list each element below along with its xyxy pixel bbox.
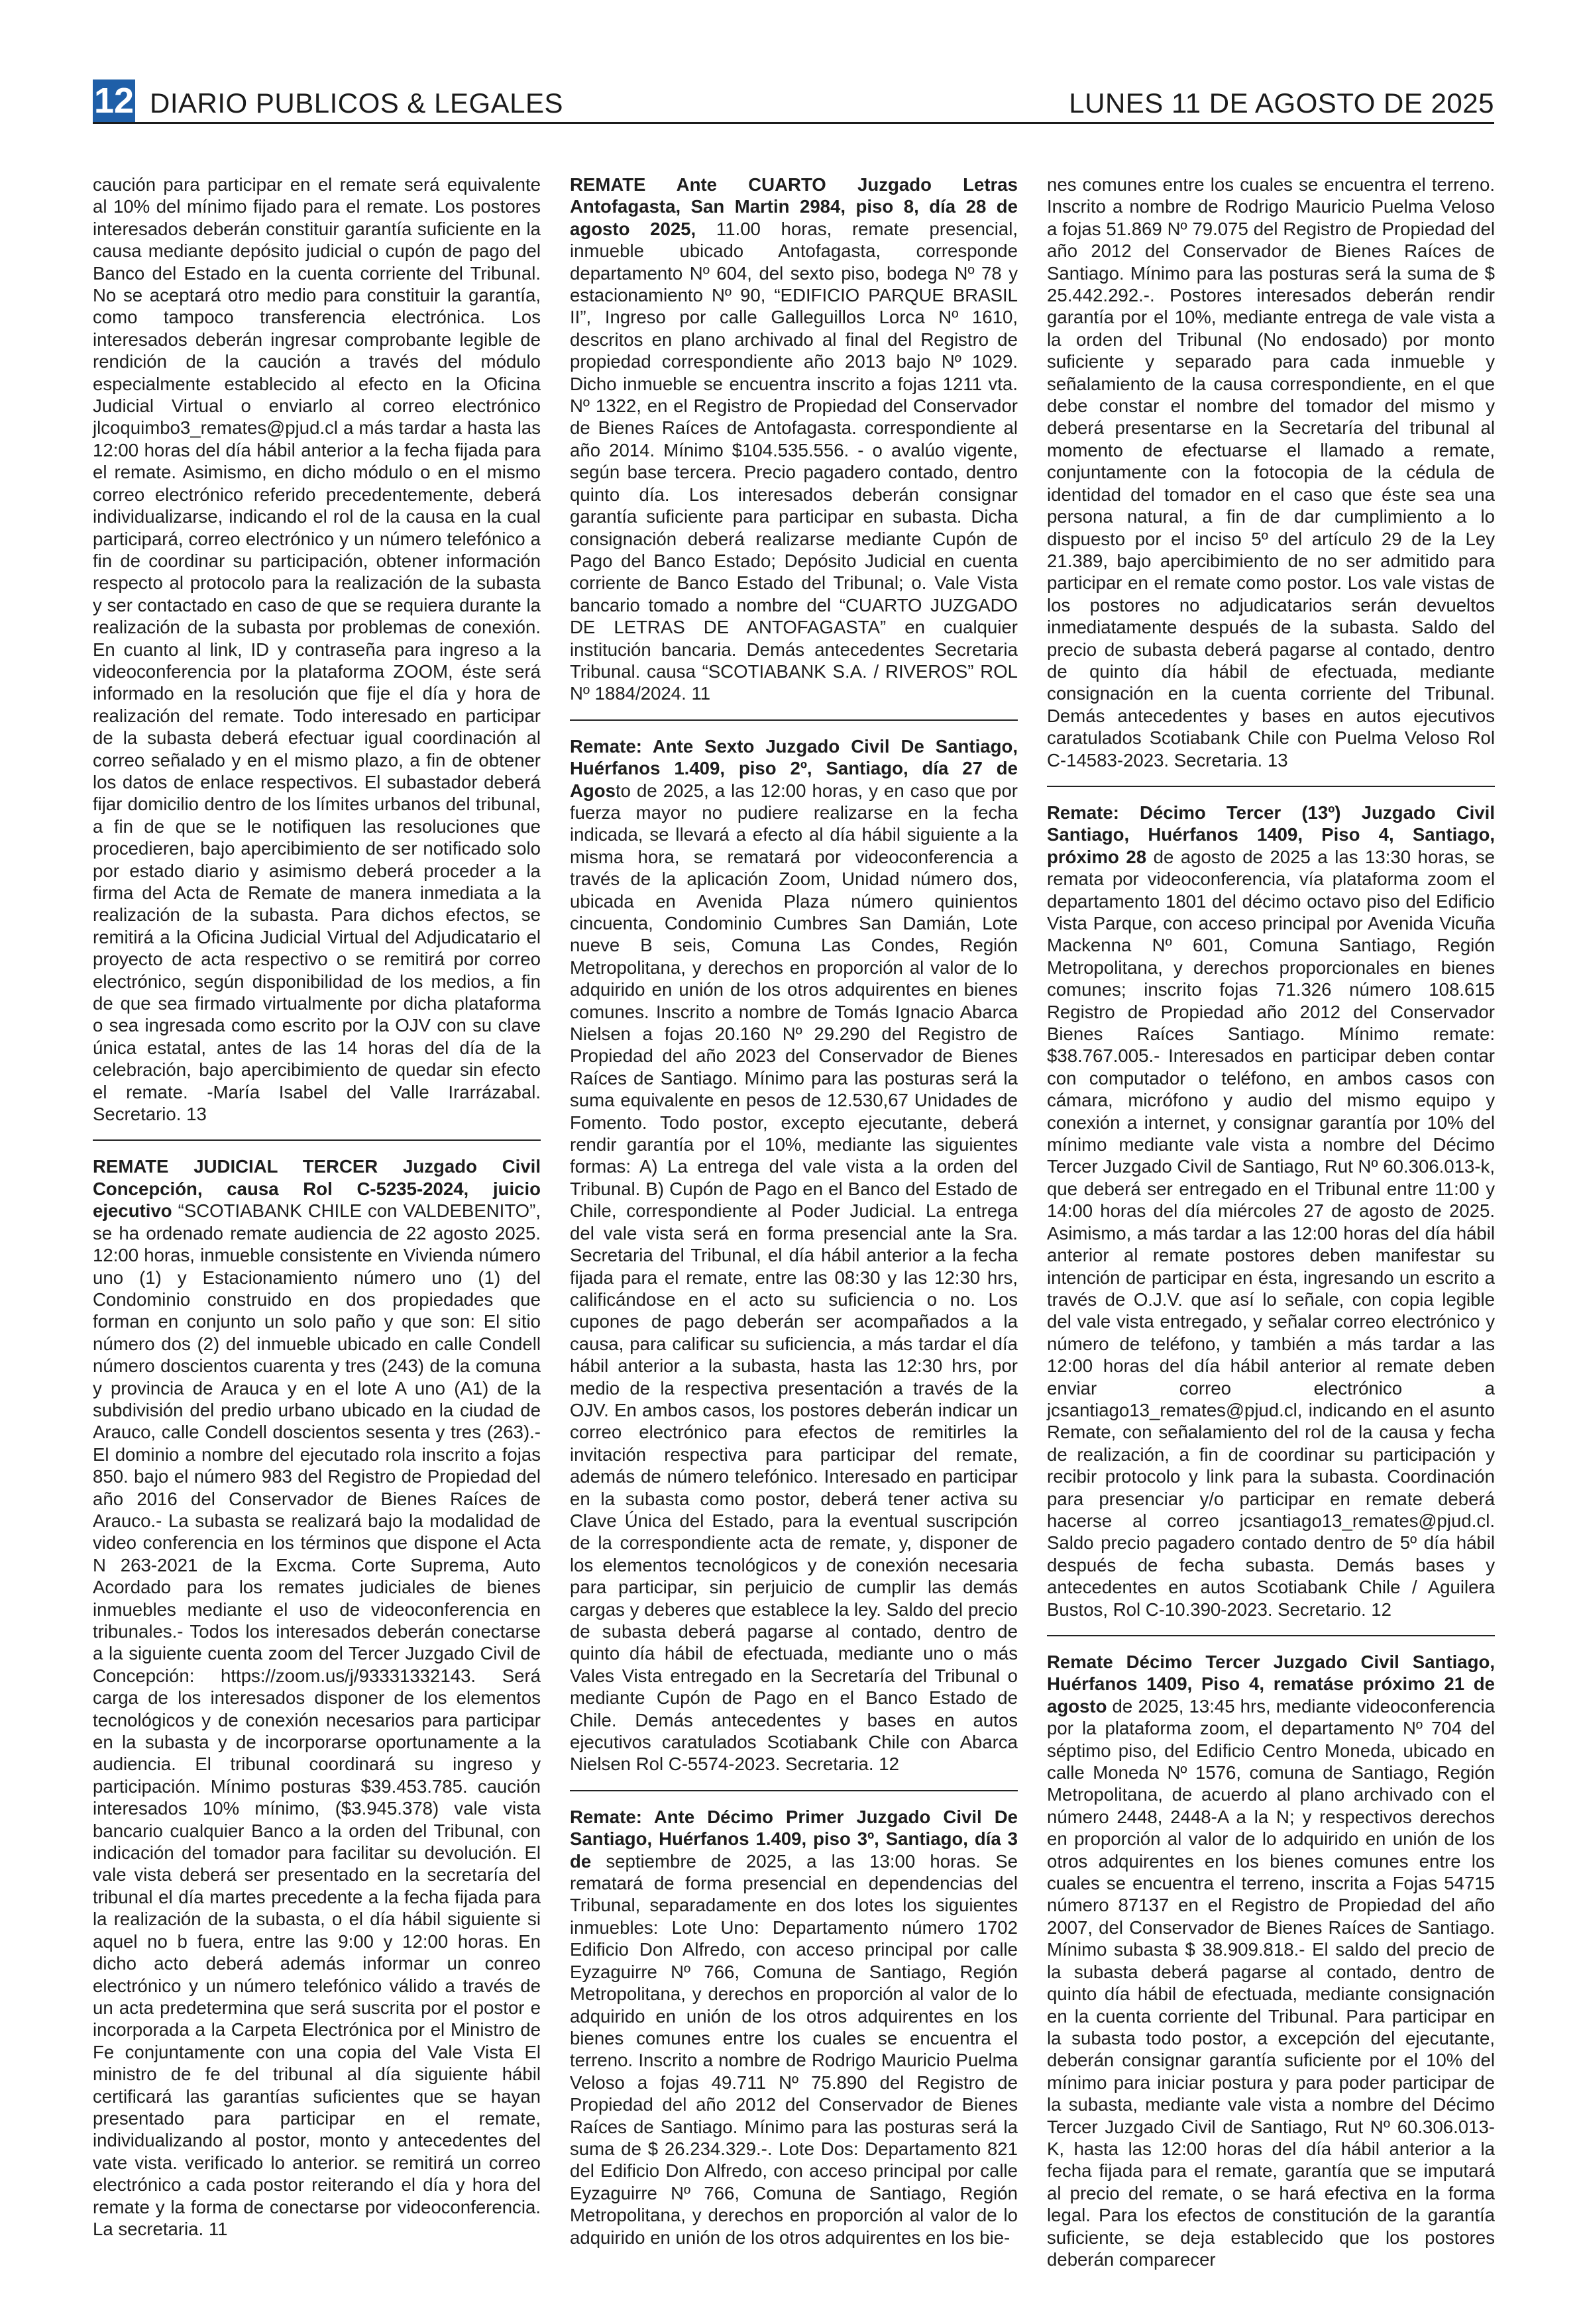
notice-text <box>570 174 1018 705</box>
notice-text <box>93 1155 541 2240</box>
notice-text <box>570 1806 1018 2248</box>
notice-body: nes comunes entre los cuales se encuentra el terreno. Inscrito a nombre de Rodrigo Mauricio Puelma Veloso a fojas 51.869 Nº 79.075 del Registro de Propiedad del año 2012 del Conservador de Bienes Raíces de Santiago. Mínimo para las posturas será la suma de $ 25.442.292.-. Postores interesados deberán rendir garantía por el 10%, mediante entrega de vale vista a la orden del Tribunal (No endosado) por monto suficiente y separado para cada inmueble y señalamiento de la causa correspondiente, en el que debe constar el nombre del tomador del mismo y deberá presentarse en la Secretaría del tribunal al momento de efectuarse el llamado a remate, conjuntamente con la fotocopia de la cédula de identidad del tomador en el caso que éste sea una persona natural, a fin de dar cumplimiento a lo dispuesto por el inciso 5º del artículo 29 de la Ley 21.389, bajo apercibimiento de no ser admitido para participar en el remate como postor. Los vale vistas de los postores no adjudicatarios serán devueltos inmediatamente después de la subasta. Saldo del precio de subasta deberá pagarse al contado, dentro de quinto día hábil de efectuada, mediante consignación en la cuenta corriente del Tribunal. Demás antecedentes y bases en autos ejecutivos caratulados Scotiabank Chile con Puelma Veloso Rol C-14583-2023. Secretaria. 13 <box>1047 174 1495 770</box>
issue-date: LUNES 11 DE AGOSTO DE 2025 <box>1069 87 1494 119</box>
notice-body: septiembre de 2025, a las 13:00 horas. Se rematará de forma presencial en dependencias del Tribunal, separadamente en dos lotes los siguientes inmuebles: Lote Uno: Departamento número 1702 Edificio Don Alfredo, con acceso principal por calle Eyzaguirre Nº 766, Comuna de Santiago, Región Metropolitana, y derechos en proporción al valor de lo adquirido en unión de los otros adquirentes en los bienes comunes entre los cuales se encuentra el terreno. Inscrito a nombre de Rodrigo Mauricio Puelma Veloso a fojas 49.711 Nº 75.890 del Registro de Propiedad del año 2012 del Conservador de Bienes Raíces de Santiago. Mínimo para las posturas será la suma de $ 26.234.329.-. Lote Dos: Departamento 821 del Edificio Don Alfredo, con acceso principal por calle Eyzaguirre Nº 766, Comuna de Santiago, Región Metropolitana, y derechos en proporción al valor de lo adquirido en unión de los otros adquirentes en los bie- <box>570 1850 1018 2248</box>
legal-notice <box>93 1155 541 2254</box>
notice-body: 11.00 horas, remate presencial, inmueble ubicado Antofagasta, corresponde departamento Nº 604, del sexto piso, bodega Nº 78 y estacionamiento Nº 90, “EDIFICIO PARQUE BRASIL II”, Ingreso por calle Galleguillos Lorca Nº 1610, descritos en plano archivado al final del Registro de propiedad correspondiente año 2013 bajo Nº 1029. Dicho inmueble se encuentra inscrito a fojas 1211 vta. Nº 1322, en el Registro de Propiedad del Conservador de Bienes Raíces de Antofagasta. correspondiente al año 2014. Mínimo $104.535.556. - o avalúo vigente, según base tercera. Precio pagadero contado, dentro quinto día. Los interesados deberán consignar garantía suficiente para participar en subasta. Dicha consignación deberá realizarse mediante Cupón de Pago del Banco Estado; Depósito Judicial en cuenta corriente de Banco Estado del Tribunal; o. Vale Vista bancario tomado a nombre del “CUARTO JUZGADO DE LETRAS DE ANTOFAGASTA” en cualquier institución bancaria. Demás antecedentes Secretaria Tribunal. causa “SCOTIABANK S.A. / RIVEROS” ROL Nº 1884/2024. 11 <box>570 218 1018 704</box>
masthead <box>93 79 1494 124</box>
column-1 <box>93 174 541 2269</box>
legal-notice <box>570 174 1018 721</box>
notice-heading: Remate: Décimo Tercer (13º) Juzgado Civil Santiago, Huérfanos 1409, Piso 4, Santiago, próximo 28 <box>1047 802 1495 867</box>
notice-body: de agosto de 2025 a las 13:30 horas, se remata por videoconferencia, vía plataforma zoom el departamento 1801 del décimo octavo piso del Edificio Vista Parque, con acceso principal por Avenida Vicuña Mackenna Nº 601, Comuna Santiago, Región Metropolitana, y derechos proporcionales en bienes comunes; inscrito fojas 71.326 número 108.615 Registro de Propiedad año 2012 del Conservador Bienes Raíces Santiago. Mínimo remate: $38.767.005.- Interesados en participar deben contar con computador o teléfono, en ambos casos con cámara, micrófono y audio del mismo equipo y conexión a internet, y consignar garantía por 10% del mínimo mediante vale vista a nombre del Décimo Tercer Juzgado Civil de Santiago, Rut Nº 60.306.013-k, que deberá ser entregado en el Tribunal entre 11:00 y 14:00 horas del día miércoles 27 de agosto de 2025. Asimismo, a más tardar a las 12:00 horas del día hábil anterior al remate postores deben manifestar su intención de participar en ésta, ingresando un escrito a través de O.J.V. que así lo señale, con copia legible del vale vista entregado, y señalar correo electrónico y número de teléfono, y también a más tardar a las 12:00 horas del día hábil anterior al remate deben enviar correo electrónico a jcsantiago13_remates@pjud.cl, indicando en el asunto Remate, con señalamiento del rol de la causa y fecha de realización, a fin de coordinar su participación y recibir protocolo y link para la subasta. Coordinación para presenciar y/o participar en remate deberá hacerse al correo jcsantiago13_remates@pjud.cl. Saldo precio pagadero contado dentro de 5º día hábil después de fecha subasta. Demás bases y antecedentes en autos Scotiabank Chile / Aguilera Bustos, Rol C-10.390-2023. Secretario. 12 <box>1047 846 1495 1620</box>
notice-body: caución para participar en el remate será equivalente al 10% del mínimo fijado para el remate. Los postores interesados deberán constituir garantía suficiente en la causa mediante depósito judicial o cupón de pago del Banco del Estado en la cuenta corriente del Tribunal. No se aceptará otro medio para constituir la garantía, como tampoco transferencia electrónica. Los interesados deberán ingresar comprobante legible de rendición de la caución a través del módulo especialmente establecido al efecto en la Oficina Judicial Virtual o enviarlo al correo electrónico jlcoquimbo3_remates@pjud.cl a más tardar a hasta las 12:00 horas del día hábil anterior a la fecha fijada para el remate. Asimismo, en dicho módulo o en el mismo correo electrónico referido precedentemente, deberá individualizarse, indicando el rol de la causa en la cual participará, correo electrónico y un número telefónico a fin de coordinar su participación, obtener información respecto al protocolo para la realización de la subasta y ser contactado en caso de que se requiera durante la realización de la subasta por problemas de conexión. En cuanto al link, ID y contraseña para ingreso a la videoconferencia por la plataforma ZOOM, éste será informado en la resolución que fije el día y hora de realización del remate. Todo interesado en participar de la subasta deberá efectuar igual coordinación al correo señalado y en el mismo plazo, a fin de obtener los datos de enlace respectivos. El subastador deberá fijar domicilio dentro de los límites urbanos del tribunal, a fin de que se le notifiquen las resoluciones que procedieren, bajo apercibimiento de ser notificado solo por estado diario y asimismo deberá proceder a la firma del Acta de Remate de manera inmediata a la realización de la subasta. Para dichos efectos, se remitirá a la Oficina Judicial Virtual del Adjudicatario el proyecto de acta respectivo o se remitirá por correo electrónico, según disponibilidad de los medios, a fin de que sea firmado virtualmente por dicha plataforma o sea ingresada como escrito por la OJV con su clave única estatal, antes de las 14 horas del día de la celebración, bajo apercibimiento de quedar sin efecto el remate. -María Isabel del Valle Irarrázabal. Secretario. 13 <box>93 174 541 1125</box>
column-3 <box>1047 174 1495 2299</box>
section-title: DIARIO PUBLICOS & LEGALES <box>150 87 564 119</box>
legal-notice <box>1047 174 1495 787</box>
notice-body: de 2025, 13:45 hrs, mediante videoconferencia por la plataforma zoom, el departamento Nº 704 del séptimo piso, del Edificio Centro Moneda, ubicado en calle Moneda Nº 1576, comuna de Santiago, Región Metropolitana, de acuerdo al plano archivado con el número 2448, 2448-A a la N; y respectivos derechos en proporción al valor de lo adquirido en unión de los otros adquirentes en los bienes comunes entre los cuales se encuentra el terreno, inscrita a Fojas 54715 número 87137 en el Registro de Propiedad del año 2007, del Conservador de Bienes Raíces de Santiago. Mínimo subasta $ 38.909.818.- El saldo del precio de la subasta deberá pagarse al contado, dentro de quinto día hábil de efectuada, mediante consignación en la cuenta corriente del Tribunal. Para participar en la subasta todo postor, a excepción del ejecutante, deberán consignar garantía suficiente por el 10% del mínimo para iniciar postura y para poder participar de la subasta, mediante vale vista a nombre del Décimo Tercer Juzgado Civil de Santiago, Rut Nº 60.306.013-K, hasta las 12:00 horas del día hábil anterior a la fecha fijada para el remate, garantía que se imputará al precio del remate, o se hará efectiva en la forma legal. Para los efectos de constitución de la garantía suficiente, se deja establecido que los postores deberán comparecer <box>1047 1695 1495 2270</box>
notice-text <box>1047 802 1495 1620</box>
legal-notice <box>570 735 1018 1791</box>
notice-text <box>93 174 541 1125</box>
notice-body: to de 2025, a las 12:00 horas, y en caso que por fuerza mayor no pudiere realizarse en la fecha indicada, se llevará a efecto al día hábil siguiente a la misma hora, se rematará por videoconferencia a través de la aplicación Zoom, Unidad número dos, ubicada en Avenida Plaza número quinientos cincuenta, Condominio Cumbres San Damián, Lote nueve B seis, Comuna Las Condes, Región Metropolitana, y derechos en proporción al valor de lo adquirido en unión de los otros adquirentes en bienes comunes. Inscrito a nombre de Tomás Ignacio Abarca Nielsen a fojas 20.160 Nº 29.290 del Registro de Propiedad del año 2023 del Conservador de Bienes Raíces de Santiago. Mínimo para las posturas será la suma equivalente en pesos de 12.530,67 Unidades de Fomento. Todo postor, excepto ejecutante, deberá rendir garantía por el 10%, mediante las siguientes formas: A) La entrega del vale vista a la orden del Tribunal. B) Cupón de Pago en el Banco del Estado de Chile, correspondiente al Poder Judicial. La entrega del vale vista será en forma presencial ante la Sra. Secretaria del Tribunal, el día hábil anterior a la fecha fijada para el remate, entre las 08:30 y las 12:30 hrs, calificándose en el acto su suficiencia o no. Los cupones de pago deberán ser acompañados a la causa, para calificar su suficiencia, a más tardar el día hábil anterior a la subasta, hasta las 12:30 hrs, por medio de la respectiva presentación a través de la OJV. En ambos casos, los postores deberán indicar un correo electrónico para efectos de remitirles la invitación respectiva para participar del remate, además de número telefónico. Interesado en participar en la subasta como postor, deberá tener activa su Clave Única del Estado, para la eventual suscripción de la correspondiente acta de remate, y, disponer de los elementos tecnológicos y de conexión necesaria para participar, sin perjuicio de cumplir las demás cargas y deberes que establece la ley. Saldo del precio de subasta deberá pagarse al contado, dentro de quinto día hábil de efectuada, mediante uno o más Vales Vista entregado en la Secretaría del Tribunal o mediante Cupón de Pago en el Banco Estado de Chile. Demás antecedentes y bases en autos ejecutivos caratulados Scotiabank Chile con Abarca Nielsen Rol C-5574-2023. Secretaria. 12 <box>570 780 1018 1775</box>
notice-body: “SCOTIABANK CHILE con VALDEBENITO”, se ha ordenado remate audiencia de 22 agosto 2025. 12:00 horas, inmueble consistente en Vivienda número uno (1) y Estacionamiento número uno (1) del Condominio construido en dos propiedades que forman en conjunto un solo paño y que son: El sitio número dos (2) del inmueble ubicado en calle Condell número doscientos cuarenta y tres (243) de la comuna y provincia de Arauca y en el lote A uno (A1) de la subdivisión del predio urbano ubicado en la ciudad de Arauco, calle Condell doscientos sesenta y tres (263).- El dominio a nombre del ejecutado rola inscrito a fojas 850. bajo el número 983 del Registro de Propiedad del año 2016 del Conservador de Bienes Raíces de Arauco.- La subasta se realizará bajo la modalidad de video conferencia en los términos que dispone el Acta N 263-2021 de la Excma. Corte Suprema, Auto Acordado para los remates judiciales de bienes inmuebles mediante el uso de videoconferencia en tribunales.- Todos los interesados deberán conectarse a la siguiente cuenta zoom del Tercer Juzgado Civil de Concepción: https://zoom.us/j/93331332143. Será carga de los interesados disponer de los elementos tecnológicos y de conexión necesarios para participar en la subasta y de incorporarse oportunamente a la audiencia. El tribunal coordinará su ingreso y participación. Mínimo posturas $39.453.785. caución interesados 10% mínimo, ($3.945.378) vale vista bancario cualquier Banco a la orden del Tribunal, con indicación del tomador para facilitar su devolución. El vale vista deberá ser presentado en la secretaría del tribunal el día martes precedente a la fecha fijada para la realización de la subasta, o el día hábil siguiente si aquel no b fuera, entre las 9:00 y 12:00 horas. En dicho acto deberá además informar un conreo electrónico y un número telefónico válido a través de un acta predetermina que será suscrita por el postor e incorporada a la Carpeta Electrónica por el Ministro de Fe conjuntamente con una copia del Vale Vista El ministro de fe del tribunal al día siguiente hábil certificará las garantías suficientes que se hayan presentado para participar en el remate, individualizando al postor, monto y antecedentes del vate vista. verificado lo anterior. se remitirá un correo electrónico a cada postor reiterando el día y hora del remate y la forma de conectarse por videoconferencia. La secretaria. 11 <box>93 1200 541 2239</box>
column-2 <box>570 174 1018 2278</box>
legal-notice <box>1047 1651 1495 2285</box>
notice-heading: REMATE Ante CUARTO Juzgado Letras Antofagasta, San Martin 2984, piso 8, día 28 de agosto 2025, <box>570 174 1018 239</box>
legal-notice <box>93 174 541 1141</box>
notice-heading: REMATE JUDICIAL TERCER Juzgado Civil Concepción, causa Rol C-5235-2024, juicio ejecutivo <box>93 1156 541 1222</box>
notice-text <box>1047 174 1495 771</box>
notice-heading: Remate: Ante Décimo Primer Juzgado Civil De Santiago, Huérfanos 1.409, piso 3º, Santiago, día 3 de <box>570 1806 1018 1872</box>
legal-notice <box>1047 802 1495 1636</box>
notice-heading: Remate: Ante Sexto Juzgado Civil De Santiago, Huérfanos 1.409, piso 2º, Santiago, día 27 de Agos <box>570 735 1018 801</box>
notice-text <box>570 735 1018 1775</box>
notice-heading: Remate Décimo Tercer Juzgado Civil Santiago, Huérfanos 1409, Piso 4, rematáse próximo 21 de agosto <box>1047 1652 1495 1717</box>
legal-notice <box>570 1806 1018 2263</box>
page-number-badge: 12 <box>93 81 135 121</box>
notice-text <box>1047 1651 1495 2270</box>
